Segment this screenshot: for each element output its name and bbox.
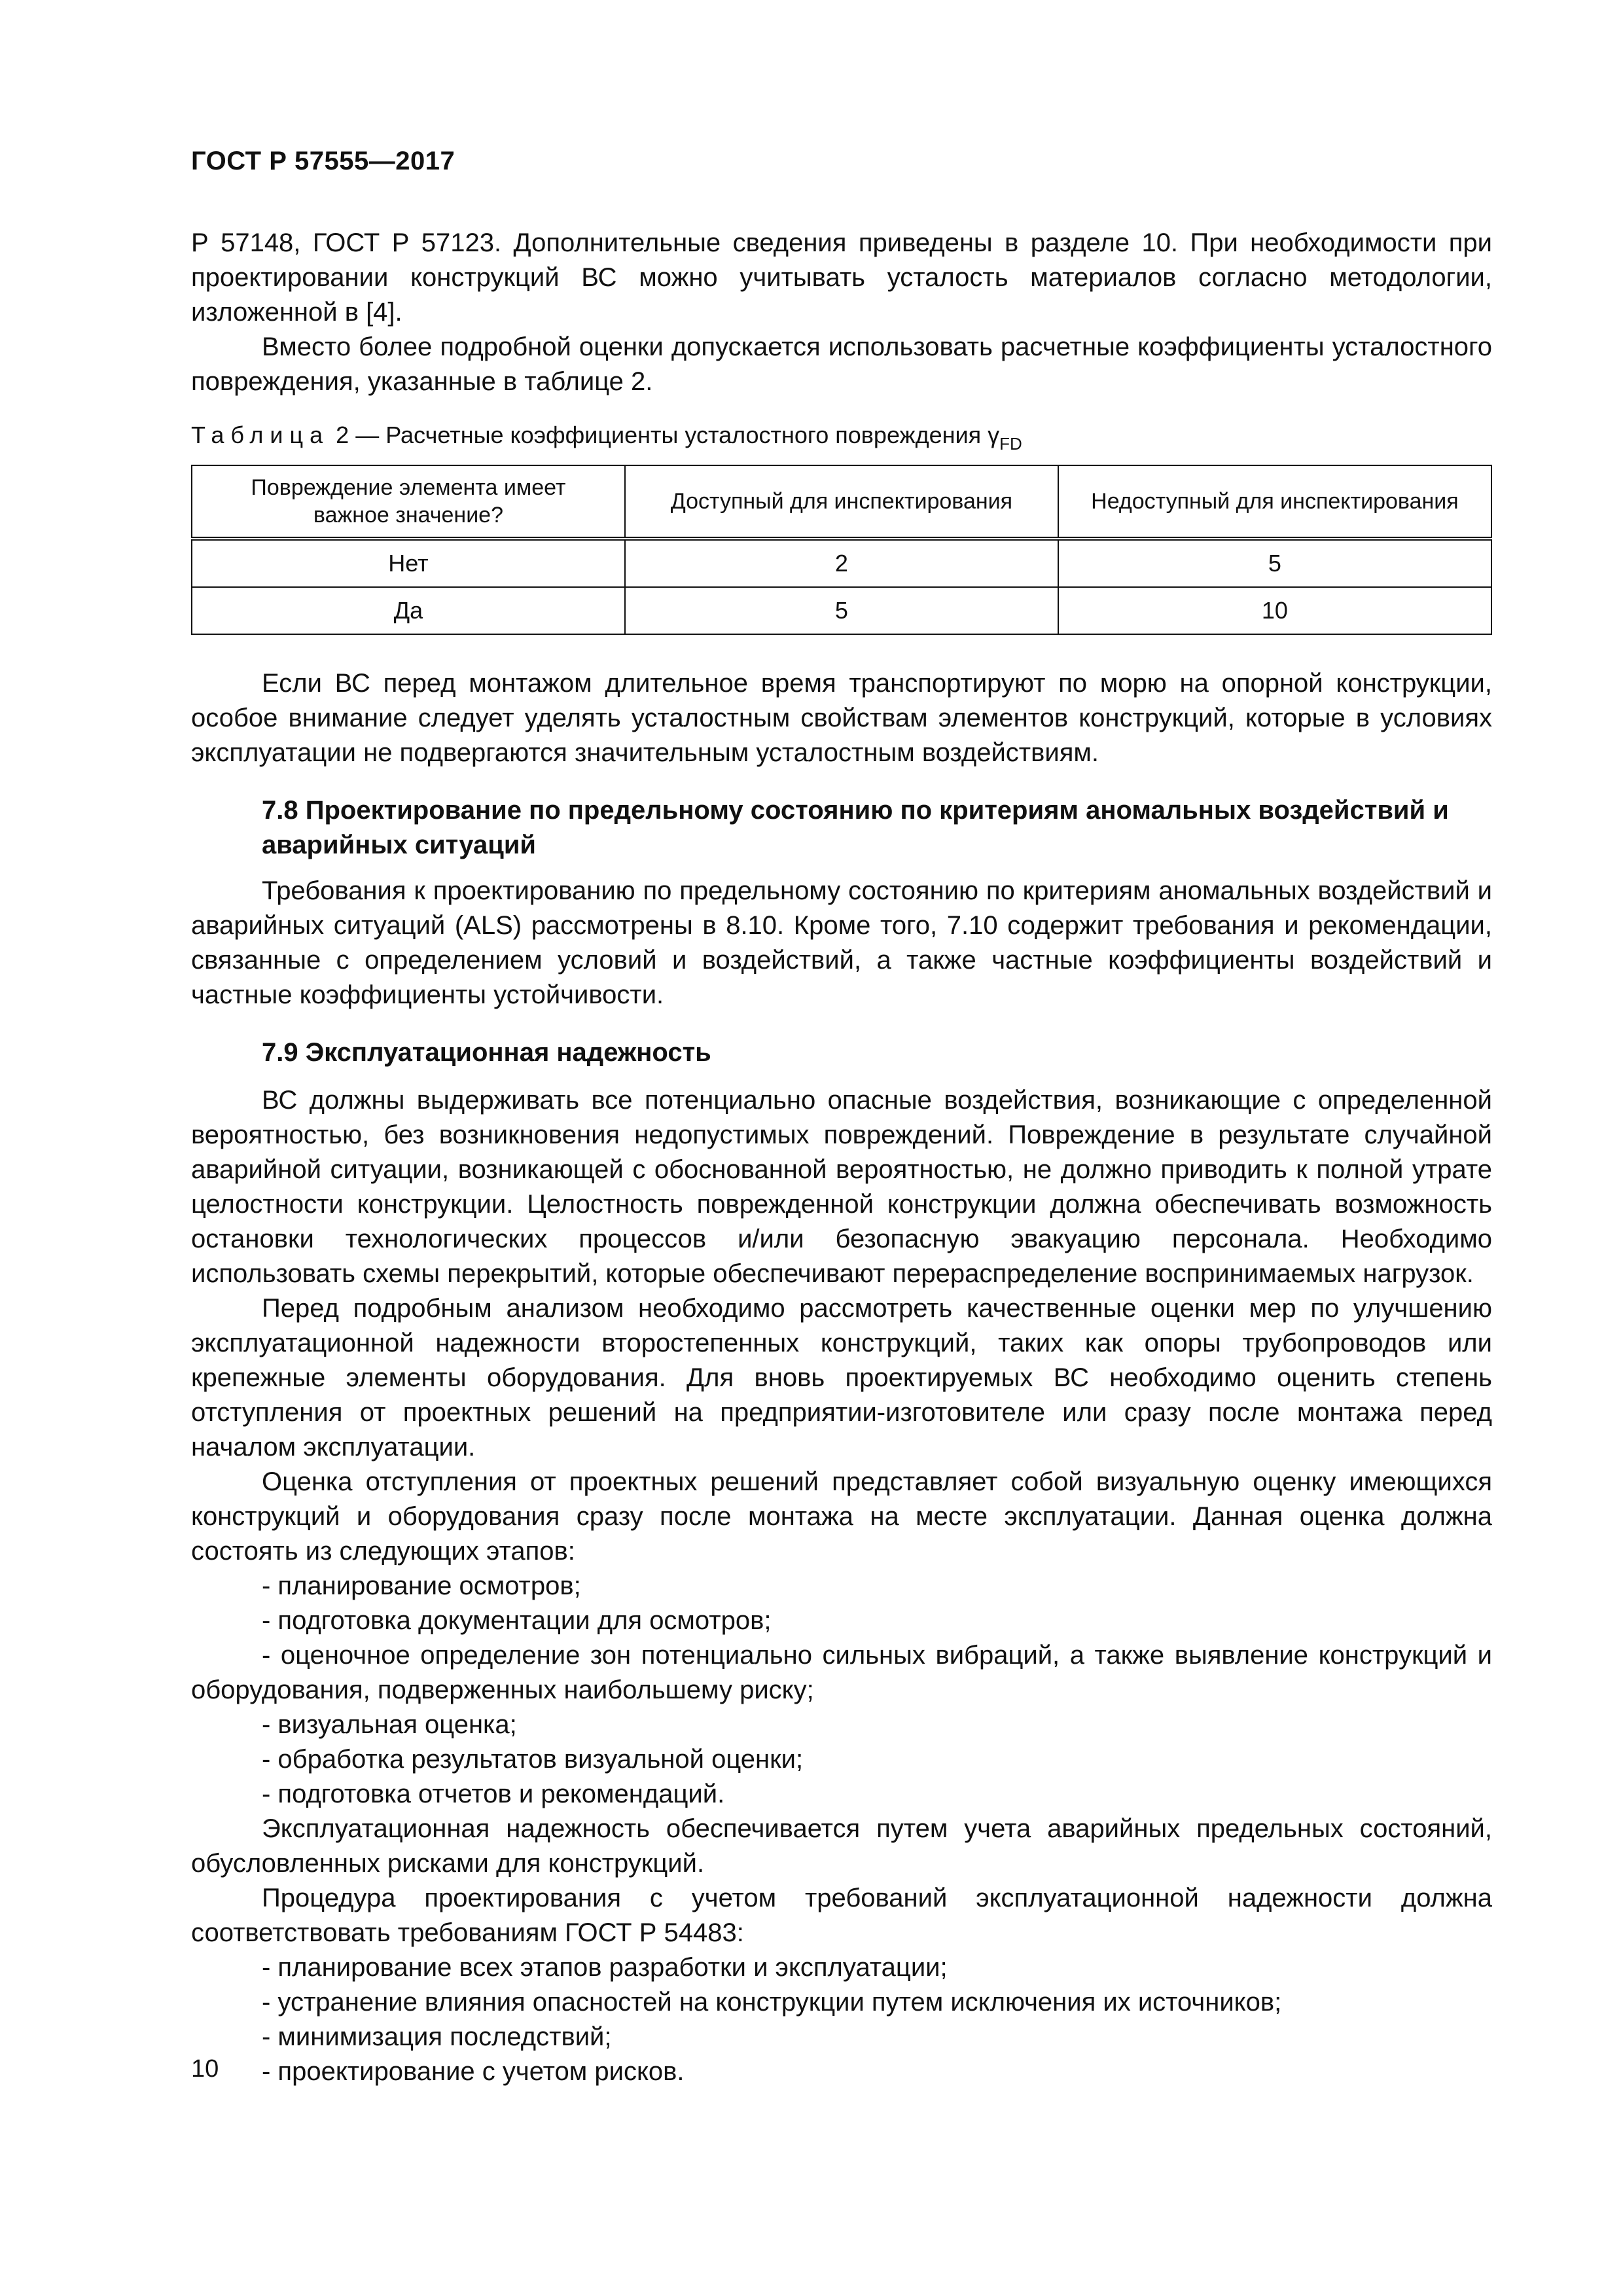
- table-cell: 2: [625, 539, 1058, 587]
- section-7-9-paragraph-4: Эксплуатационная надежность обеспечивается путем учета аварийных предельных состояний, обусловленных рисками для конструкций.: [191, 1814, 1492, 1878]
- table-header-cell: Недоступный для инспектирования: [1058, 465, 1491, 539]
- section-7-8-title: 7.8 Проектирование по предельному состоянию по критериям аномальных воздействий и аварийных ситуаций: [262, 796, 1449, 859]
- table-header-row: [192, 465, 1491, 539]
- list-item: - оценочное определение зон потенциально сильных вибраций, а также выявление конструкций и оборудования, подверженных наибольшему риску;: [191, 1641, 1492, 1704]
- section-7-9-text: [191, 1083, 1492, 2089]
- table-caption-number: 2: [336, 422, 349, 448]
- list-item: - визуальная оценка;: [262, 1710, 517, 1739]
- table-caption: [191, 419, 1022, 460]
- intro-paragraph-2: Вместо более подробной оценки допускается использовать расчетные коэффициенты усталостного повреждения, указанные в таблице 2.: [191, 332, 1492, 396]
- section-7-8-text: [191, 874, 1492, 1013]
- section-7-9-paragraph-5: Процедура проектирования с учетом требований эксплуатационной надежности должна соответствовать требованиям ГОСТ Р 54483:: [191, 1884, 1492, 1947]
- table-header-cell: Доступный для инспектирования: [625, 465, 1058, 539]
- list-item: - подготовка отчетов и рекомендаций.: [262, 1780, 725, 1808]
- section-7-9-paragraph-1: ВС должны выдерживать все потенциально опасные воздействия, возникающие с определенной вероятностью, без возникновения недопустимых повреждений. Повреждение в результате случайной аварийной ситуации, возникающей с обоснованной вероятностью, не должно приводить к полной утрате целостности конструкции. Целостность поврежденной конструкции должна обеспечивать возможность остановки технологических процессов и/или безопасную эвакуацию персонала. Необходимо использовать схемы перекрытий, которые обеспечивают перераспределение воспринимаемых нагрузок.: [191, 1086, 1492, 1288]
- list-item: - устранение влияния опасностей на конструкции путем исключения их источников;: [262, 1988, 1282, 2017]
- section-7-9-paragraph-3: Оценка отступления от проектных решений представляет собой визуальную оценку имеющихся конструкций и оборудования сразу после монтажа на месте эксплуатации. Данная оценка должна состоять из следующих этапов:: [191, 1467, 1492, 1566]
- table-cell: Да: [192, 587, 625, 634]
- section-7-9-title: 7.9 Эксплуатационная надежность: [262, 1038, 711, 1067]
- table-row: [192, 539, 1491, 587]
- list-item: - обработка результатов визуальной оценки;: [262, 1745, 804, 1774]
- table-cell: 5: [1058, 539, 1491, 587]
- page-number: 10: [191, 2055, 219, 2083]
- list-item: - проектирование с учетом рисков.: [262, 2057, 685, 2086]
- list-item: - минимизация последствий;: [262, 2022, 612, 2051]
- fatigue-coefficients-table: [191, 465, 1492, 635]
- intro-text: [191, 226, 1492, 399]
- table-cell: 10: [1058, 587, 1491, 634]
- table-cell: 5: [625, 587, 1058, 634]
- table-row: [192, 587, 1491, 634]
- after-table-paragraph: Если ВС перед монтажом длительное время транспортируют по морю на опорной конструкции, особое внимание следует уделять усталостным свойствам элементов конструкций, которые в условиях эксплуатации не подвергаются значительным усталостным воздействиям.: [191, 669, 1492, 767]
- table-cell: Нет: [192, 539, 625, 587]
- after-table-text: [191, 666, 1492, 770]
- intro-paragraph-1: Р 57148, ГОСТ Р 57123. Дополнительные сведения приведены в разделе 10. При необходимости при проектировании конструкций ВС можно учитывать усталость материалов согласно методологии, изложенной в [4].: [191, 228, 1492, 327]
- table-header-cell: Повреждение элемента имеет важное значение?: [192, 465, 625, 539]
- list-item: - планирование осмотров;: [262, 1571, 581, 1600]
- table-caption-text: — Расчетные коэффициенты усталостного повреждения γ: [355, 422, 1000, 448]
- section-7-9-paragraph-2: Перед подробным анализом необходимо рассмотреть качественные оценки мер по улучшению эксплуатационной надежности второстепенных конструкций, таких как опоры трубопроводов или крепежные элементы оборудования. Для вновь проектируемых ВС необходимо оценить степень отступления от проектных решений на предприятии-изготовителе или сразу после монтажа перед началом эксплуатации.: [191, 1294, 1492, 1462]
- list-item: - планирование всех этапов разработки и эксплуатации;: [262, 1953, 948, 1982]
- document-header: ГОСТ Р 57555—2017: [191, 147, 455, 175]
- list-item: - подготовка документации для осмотров;: [262, 1606, 772, 1635]
- section-7-8-paragraph: Требования к проектированию по предельному состоянию по критериям аномальных воздействий и аварийных ситуаций (ALS) рассмотрены в 8.10. Кроме того, 7.10 содержит требования и рекомендации, связанные с определением условий и воздействий, а также частные коэффициенты воздействий и частные коэффициенты устойчивости.: [191, 876, 1492, 1009]
- document-page: [191, 0, 1492, 2296]
- table-caption-label: Таблица: [191, 422, 330, 448]
- table-caption-subscript: FD: [999, 434, 1022, 454]
